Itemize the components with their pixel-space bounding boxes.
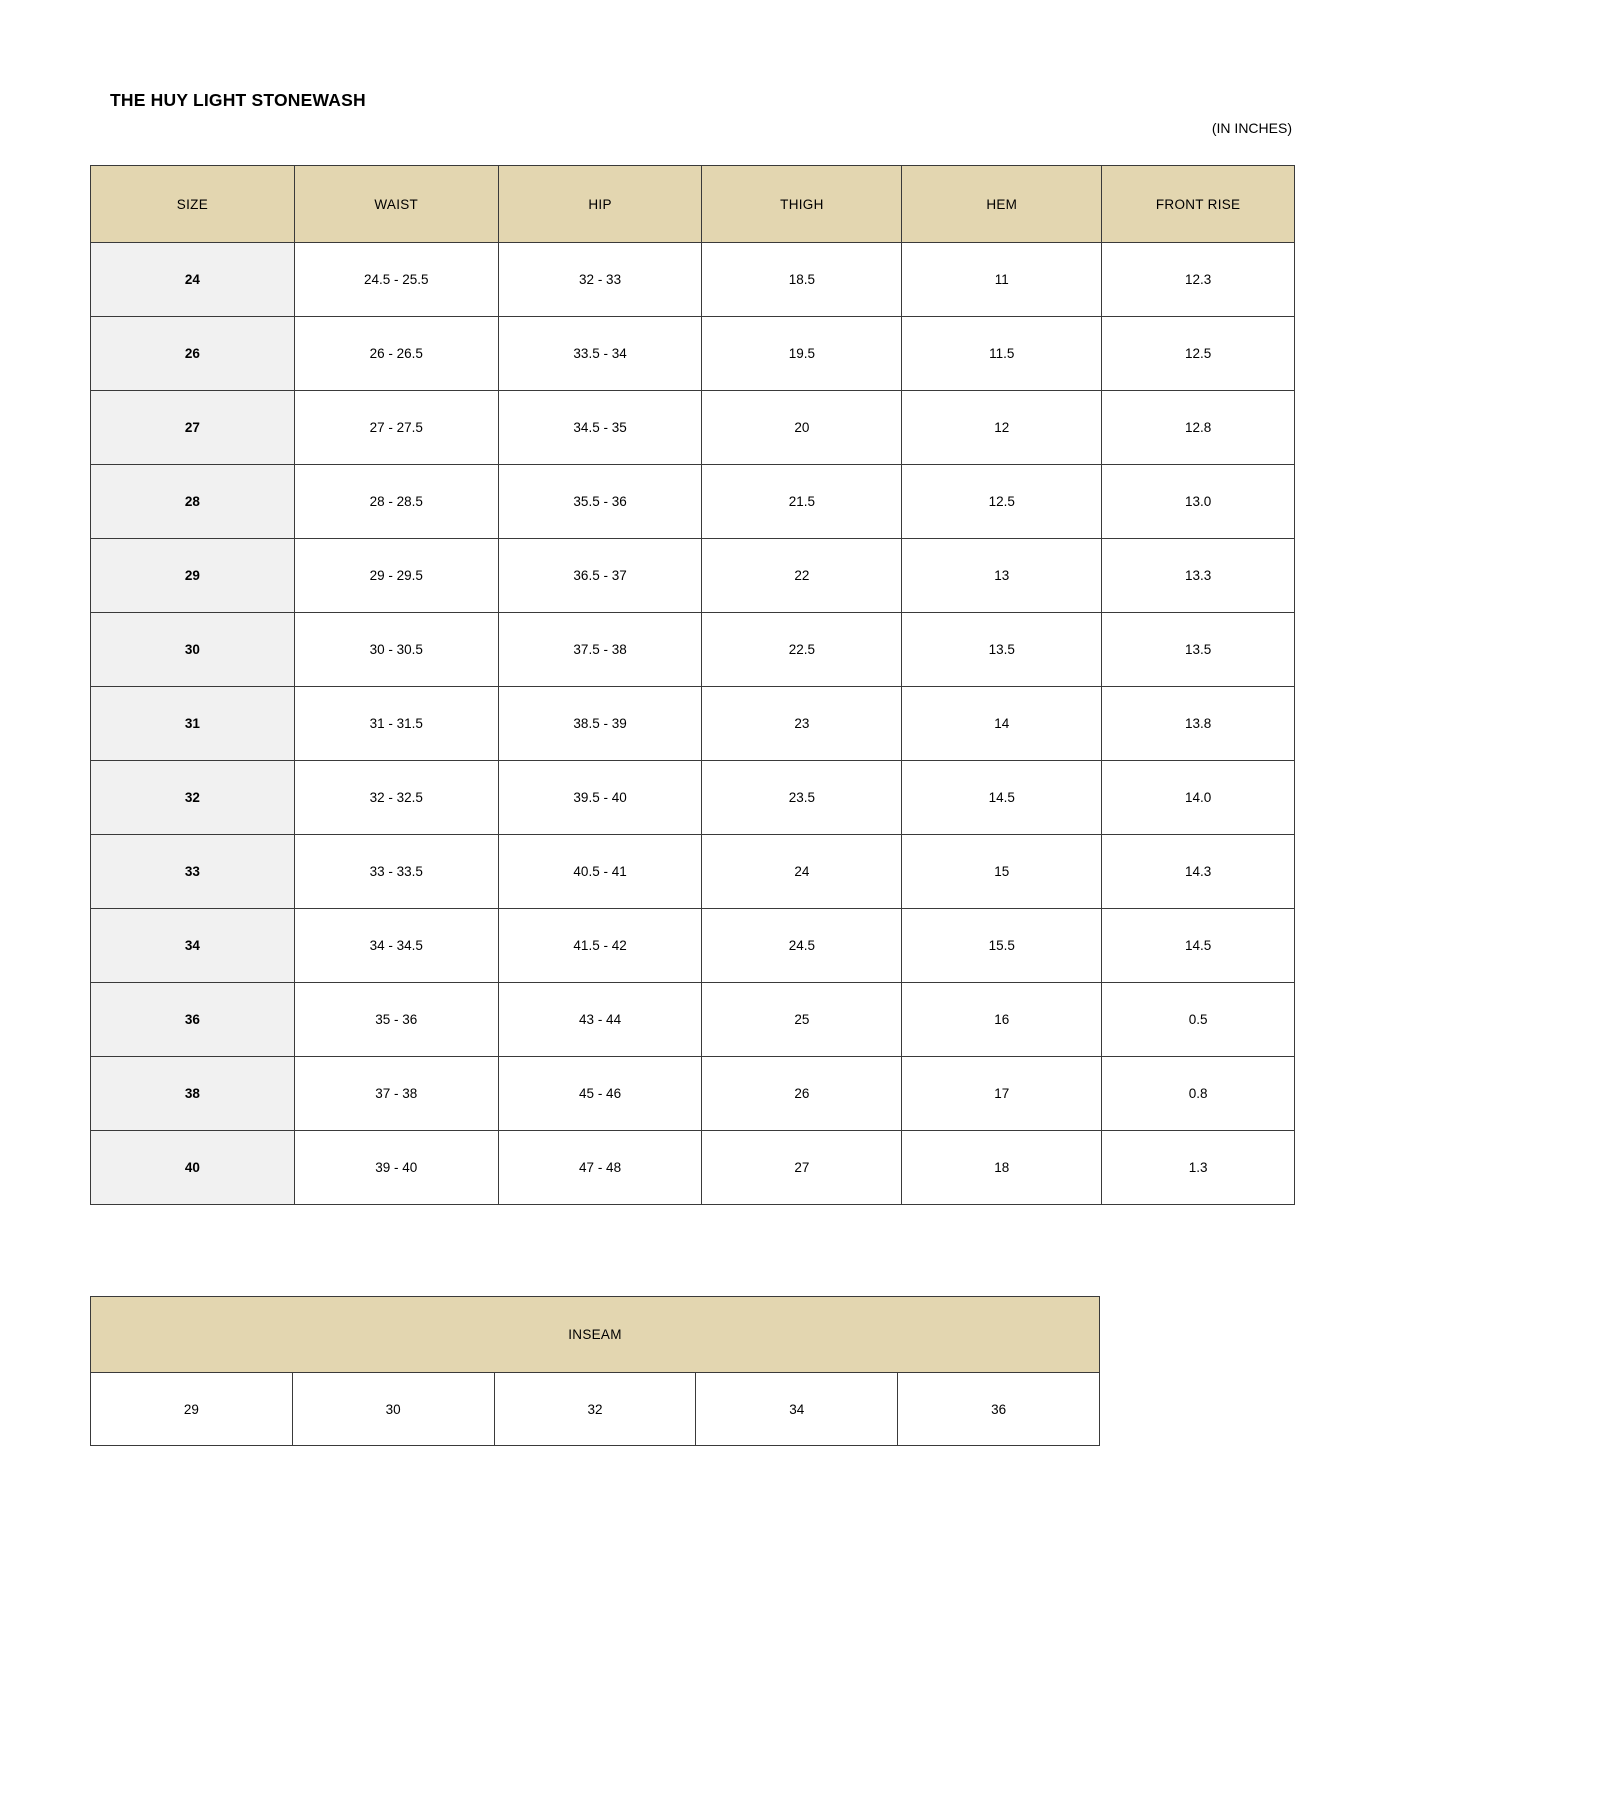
cell-thigh: 23.5 [702, 761, 902, 835]
cell-size: 38 [91, 1057, 295, 1131]
cell-thigh: 22.5 [702, 613, 902, 687]
cell-hip: 33.5 - 34 [498, 317, 702, 391]
table-row [91, 1057, 1295, 1131]
cell-hem: 17 [902, 1057, 1102, 1131]
cell-size: 36 [91, 983, 295, 1057]
cell-front-rise: 12.3 [1102, 243, 1295, 317]
cell-inseam-value: 36 [898, 1373, 1100, 1446]
cell-inseam-value: 30 [292, 1373, 494, 1446]
cell-hip: 41.5 - 42 [498, 909, 702, 983]
cell-waist: 35 - 36 [294, 983, 498, 1057]
table-row [91, 465, 1295, 539]
cell-hip: 43 - 44 [498, 983, 702, 1057]
cell-size: 34 [91, 909, 295, 983]
table-row [91, 391, 1295, 465]
column-header-hem: HEM [902, 166, 1102, 243]
size-table-body [91, 243, 1295, 1205]
table-row [91, 1373, 1100, 1446]
cell-hem: 15.5 [902, 909, 1102, 983]
cell-front-rise: 12.5 [1102, 317, 1295, 391]
cell-waist: 31 - 31.5 [294, 687, 498, 761]
cell-size: 29 [91, 539, 295, 613]
size-table-header-row [91, 166, 1295, 243]
cell-hip: 37.5 - 38 [498, 613, 702, 687]
size-measurements-table [90, 165, 1295, 1205]
column-header-waist: WAIST [294, 166, 498, 243]
size-table-container [90, 165, 1295, 1205]
cell-thigh: 26 [702, 1057, 902, 1131]
cell-hem: 12.5 [902, 465, 1102, 539]
cell-waist: 29 - 29.5 [294, 539, 498, 613]
cell-waist: 30 - 30.5 [294, 613, 498, 687]
cell-size: 31 [91, 687, 295, 761]
cell-inseam-value: 34 [696, 1373, 898, 1446]
cell-hem: 18 [902, 1131, 1102, 1205]
cell-waist: 32 - 32.5 [294, 761, 498, 835]
cell-hip: 36.5 - 37 [498, 539, 702, 613]
cell-waist: 37 - 38 [294, 1057, 498, 1131]
column-header-thigh: THIGH [702, 166, 902, 243]
cell-waist: 33 - 33.5 [294, 835, 498, 909]
cell-front-rise: 12.8 [1102, 391, 1295, 465]
table-row [91, 613, 1295, 687]
table-row [91, 317, 1295, 391]
cell-waist: 26 - 26.5 [294, 317, 498, 391]
cell-front-rise: 13.5 [1102, 613, 1295, 687]
cell-front-rise: 13.0 [1102, 465, 1295, 539]
cell-front-rise: 13.3 [1102, 539, 1295, 613]
cell-front-rise: 0.5 [1102, 983, 1295, 1057]
cell-size: 26 [91, 317, 295, 391]
cell-hem: 11.5 [902, 317, 1102, 391]
cell-waist: 28 - 28.5 [294, 465, 498, 539]
table-row [91, 835, 1295, 909]
cell-hip: 47 - 48 [498, 1131, 702, 1205]
cell-waist: 34 - 34.5 [294, 909, 498, 983]
cell-size: 24 [91, 243, 295, 317]
cell-front-rise: 14.5 [1102, 909, 1295, 983]
cell-front-rise: 13.8 [1102, 687, 1295, 761]
cell-thigh: 21.5 [702, 465, 902, 539]
cell-hem: 15 [902, 835, 1102, 909]
cell-thigh: 23 [702, 687, 902, 761]
cell-hem: 16 [902, 983, 1102, 1057]
cell-hem: 14.5 [902, 761, 1102, 835]
cell-size: 40 [91, 1131, 295, 1205]
cell-hip: 32 - 33 [498, 243, 702, 317]
cell-hip: 35.5 - 36 [498, 465, 702, 539]
table-row [91, 243, 1295, 317]
cell-hem: 13 [902, 539, 1102, 613]
column-header-hip: HIP [498, 166, 702, 243]
cell-thigh: 24 [702, 835, 902, 909]
cell-size: 30 [91, 613, 295, 687]
column-header-size: SIZE [91, 166, 295, 243]
cell-thigh: 24.5 [702, 909, 902, 983]
cell-thigh: 27 [702, 1131, 902, 1205]
cell-hem: 11 [902, 243, 1102, 317]
cell-size: 27 [91, 391, 295, 465]
cell-hem: 12 [902, 391, 1102, 465]
units-note: (IN INCHES) [1211, 120, 1292, 136]
table-row [91, 687, 1295, 761]
cell-front-rise: 14.3 [1102, 835, 1295, 909]
cell-waist: 39 - 40 [294, 1131, 498, 1205]
cell-thigh: 22 [702, 539, 902, 613]
column-header-inseam: INSEAM [91, 1297, 1100, 1373]
inseam-table-container [90, 1296, 1100, 1446]
cell-thigh: 20 [702, 391, 902, 465]
cell-inseam-value: 29 [91, 1373, 293, 1446]
table-row [91, 909, 1295, 983]
cell-thigh: 19.5 [702, 317, 902, 391]
cell-front-rise: 1.3 [1102, 1131, 1295, 1205]
column-header-front-rise: FRONT RISE [1102, 166, 1295, 243]
cell-size: 28 [91, 465, 295, 539]
inseam-header-row [91, 1297, 1100, 1373]
cell-hem: 13.5 [902, 613, 1102, 687]
cell-hip: 34.5 - 35 [498, 391, 702, 465]
inseam-table [90, 1296, 1100, 1446]
cell-thigh: 18.5 [702, 243, 902, 317]
table-row [91, 539, 1295, 613]
cell-hip: 39.5 - 40 [498, 761, 702, 835]
cell-inseam-value: 32 [494, 1373, 696, 1446]
cell-front-rise: 0.8 [1102, 1057, 1295, 1131]
cell-thigh: 25 [702, 983, 902, 1057]
table-row [91, 1131, 1295, 1205]
cell-front-rise: 14.0 [1102, 761, 1295, 835]
cell-waist: 24.5 - 25.5 [294, 243, 498, 317]
table-row [91, 761, 1295, 835]
table-row [91, 983, 1295, 1057]
cell-hip: 38.5 - 39 [498, 687, 702, 761]
cell-size: 32 [91, 761, 295, 835]
page-title: THE HUY LIGHT STONEWASH [110, 90, 366, 110]
cell-waist: 27 - 27.5 [294, 391, 498, 465]
cell-hip: 45 - 46 [498, 1057, 702, 1131]
inseam-table-body [91, 1373, 1100, 1446]
cell-hem: 14 [902, 687, 1102, 761]
cell-hip: 40.5 - 41 [498, 835, 702, 909]
cell-size: 33 [91, 835, 295, 909]
